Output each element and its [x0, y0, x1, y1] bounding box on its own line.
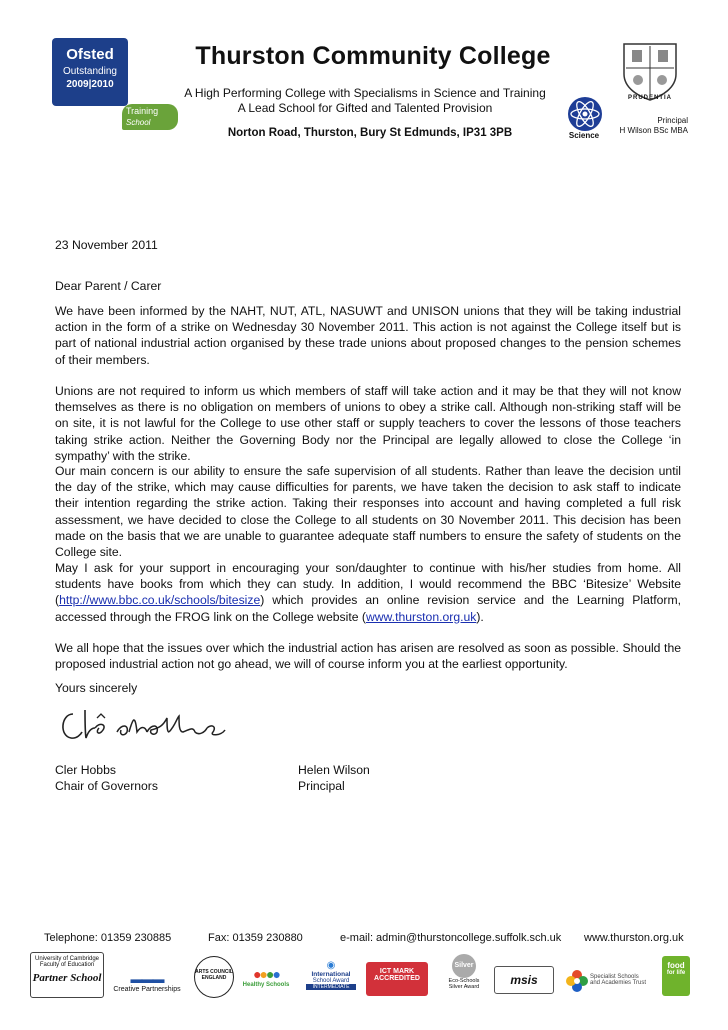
- ict-mark-logo: [366, 962, 428, 996]
- cambridge-university: University of Cambridge: [34, 956, 100, 962]
- college-website-link[interactable]: www.thurston.org.uk: [365, 609, 477, 624]
- paragraph-3: Our main concern is our ability to ensure the safe supervision of all students. Rather than leave the decision until the day of the strike, which may cause difficulties for parents, we have taken the decision to ask staff to indicate their intention regarding the strike action. Taking their responses into account and having completed a full risk assessment, we have decided to close the College to all students on 30 November 2011. This decision has been made on the basis that we are unable to guarantee adequate staff numbers to ensure the safety of students on the College site.: [55, 464, 681, 560]
- isa-level: INTERMEDIATE: [306, 984, 356, 990]
- international-school-award-logo: [306, 960, 356, 998]
- ofsted-years: 2009|2010: [66, 79, 114, 90]
- signer-1-name: Cler Hobbs: [55, 763, 116, 777]
- ict-accredited-label: ACCREDITED: [374, 975, 420, 982]
- signer-2: [298, 762, 370, 794]
- paragraph-1: We have been informed by the NAHT, NUT, ATL, NASUWT and UNISON unions that they will be taking industrial action in the form of a strike on Wednesday 30 November 2011. This action is not against the College itself but is part of national industrial action organised by these trade unions about proposed changes to the pension schemes of their members.: [55, 304, 681, 367]
- principal-credentials: H Wilson BSc MBA: [619, 126, 688, 135]
- ssat-logo: [590, 974, 660, 986]
- crest-motto: PRUDENTIA: [627, 95, 672, 101]
- creative-partnerships-logo: [110, 972, 184, 998]
- signature-image: [55, 702, 235, 748]
- eco-award-label: Silver Award: [448, 984, 480, 990]
- eco-silver-badge: Silver: [452, 954, 476, 978]
- ssat-line-2: and Academies Trust: [590, 980, 647, 986]
- science-label: Science: [568, 131, 600, 140]
- partner-school-label: Partner School: [32, 972, 102, 984]
- isa-line-2: School Award: [312, 978, 350, 984]
- arts-council-logo: [194, 956, 234, 998]
- cambridge-faculty: Faculty of Education: [39, 962, 95, 968]
- footer-fax: Fax: 01359 230880: [208, 932, 303, 944]
- arts-council-label: ARTS COUNCIL ENGLAND: [195, 969, 233, 981]
- college-crest-icon: [618, 40, 682, 102]
- ict-mark-label: ICT MARK: [379, 968, 415, 975]
- letter-closing: Yours sincerely: [55, 681, 138, 695]
- food-label: food: [667, 961, 685, 970]
- paragraph-2: Unions are not required to inform us which members of staff will take action and it may be that they will not know themselves as there is no obligation on members of unions to obey a strike call. Although non-striking staff will be on site, it is not lawful for the College to use other staff or supply teachers to cover the lessons of those teachers taking strike action. Neither the Governing Body nor the Principal are legally allowed to close the College ‘in sympathy’ with the strike.: [55, 384, 681, 463]
- college-address: Norton Road, Thurston, Bury St Edmunds, IP31 3PB: [227, 127, 513, 139]
- paragraph-4-part-c: ).: [476, 609, 484, 624]
- footer-website: www.thurston.org.uk: [584, 932, 684, 944]
- signer-2-title: Principal: [298, 779, 345, 793]
- cambridge-partner-logo: [30, 952, 104, 998]
- paragraph-4-part-a: May I ask for your support in encouraging your son/daughter to continue with his/her studies from home. All students have books from which they can study. In addition, I would recommend the BBC ‘Bitesize’ Website (: [55, 561, 681, 608]
- school-label: School: [126, 118, 151, 127]
- globe-icon: ◉: [326, 960, 336, 971]
- msis-logo: [494, 966, 554, 994]
- ofsted-rating: Outstanding: [63, 66, 117, 77]
- signer-1-title: Chair of Governors: [55, 779, 158, 793]
- eco-schools-logo: [440, 954, 488, 998]
- isa-line-1: International: [311, 971, 351, 978]
- ofsted-logo: [52, 38, 128, 106]
- healthy-figures-icon: ●●●●: [253, 966, 279, 982]
- college-subtitle-1: A High Performing College with Specialisms in Science and Training: [184, 86, 546, 100]
- college-subtitle-2: A Lead School for Gifted and Talented Provision: [237, 101, 493, 115]
- eco-schools-label: Eco-Schools: [448, 978, 480, 984]
- letter-date: 23 November 2011: [55, 238, 158, 252]
- creative-partnerships-label: Creative Partnerships: [113, 986, 181, 993]
- principal-label: Principal: [657, 116, 688, 125]
- signer-1: [55, 762, 158, 794]
- footer-telephone: Telephone: 01359 230885: [44, 932, 172, 944]
- ofsted-title: Ofsted: [66, 46, 114, 63]
- ssat-flower-icon: [566, 970, 588, 992]
- training-school-logo: [122, 104, 178, 130]
- bbc-bitesize-link[interactable]: http://www.bbc.co.uk/schools/bitesize: [59, 593, 261, 608]
- letter-salutation: Dear Parent / Carer: [55, 279, 162, 293]
- college-name: Thurston Community College: [195, 42, 551, 70]
- for-life-label: for life: [666, 970, 686, 976]
- signer-2-name: Helen Wilson: [298, 763, 370, 777]
- paragraph-4: [55, 560, 681, 625]
- footer-email: e-mail: admin@thurstoncollege.suffolk.sch.uk: [340, 932, 562, 944]
- paragraph-5: We all hope that the issues over which the industrial action has arisen are resolved as soon as possible. Should the proposed industrial action not go ahead, we will of course inform you at the earliest opportunity.: [55, 641, 681, 672]
- training-label: Training: [126, 106, 159, 116]
- healthy-schools-label: Healthy Schools: [242, 982, 290, 988]
- food-for-life-logo: [662, 956, 690, 996]
- healthy-schools-logo: [240, 966, 292, 998]
- msis-label: msis: [510, 973, 538, 987]
- creative-mark-icon: ▬▬▬: [130, 972, 164, 986]
- ssat-line-1: Specialist Schools: [590, 974, 639, 980]
- paragraph-4-part-b: ) which provides an online revision service and the Learning Platform, accessed through the FROG link on the College website (: [55, 593, 681, 624]
